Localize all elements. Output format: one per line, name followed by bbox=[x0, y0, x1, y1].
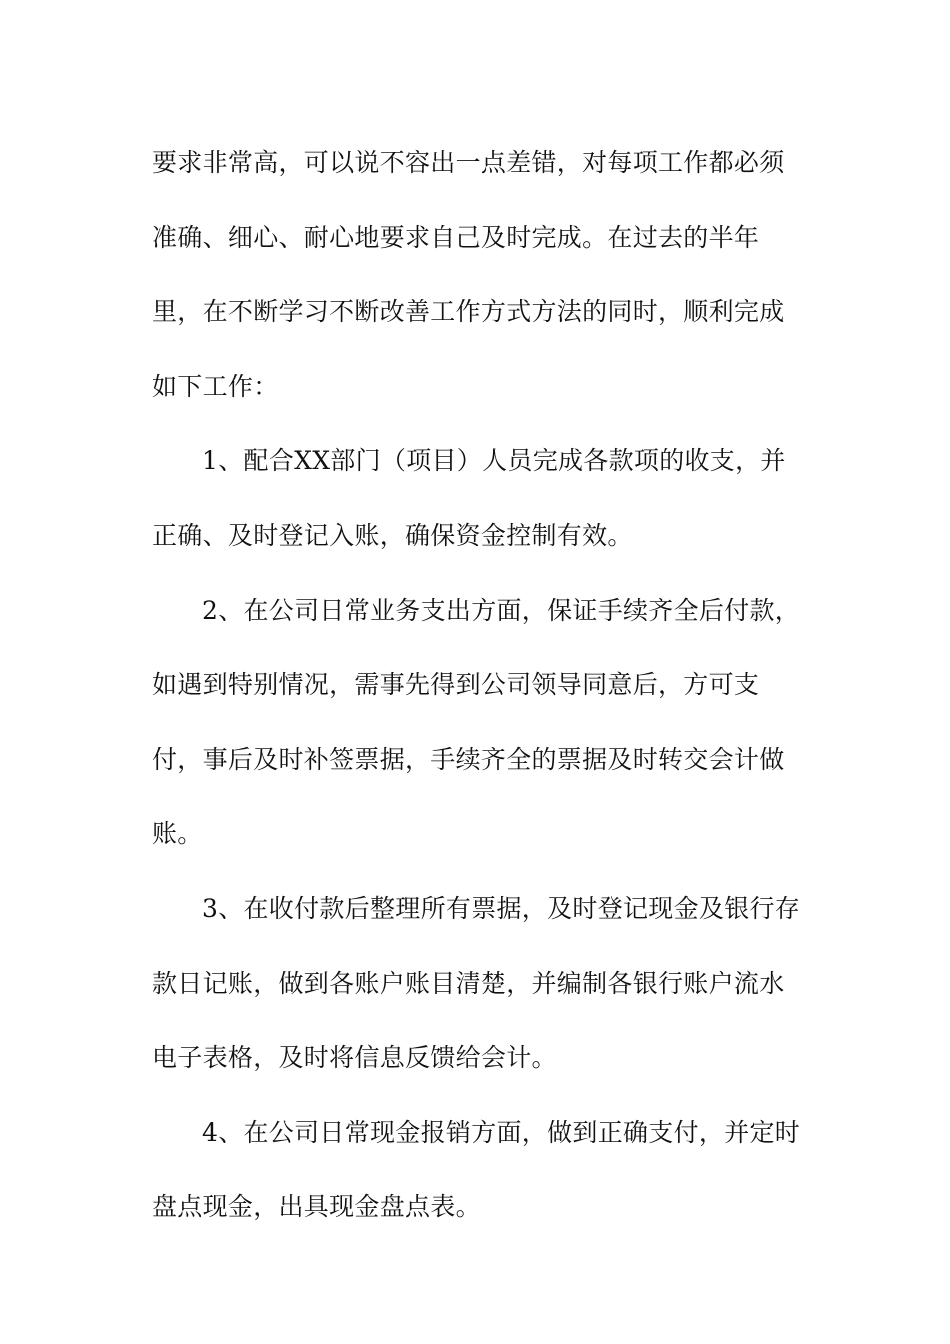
text-line: 准确、细心、耐心地要求自己及时完成。在过去的半年 bbox=[152, 222, 760, 252]
text-line: 如下工作： bbox=[152, 371, 279, 401]
text-line: 盘点现金，出具现金盘点表。 bbox=[152, 1192, 481, 1222]
list-item-4-line: 4、在公司日常现金报销方面，做到正确支付，并定时 bbox=[202, 1117, 801, 1147]
text-line: 如遇到特别情况，需事先得到公司领导同意后，方可支 bbox=[152, 670, 760, 700]
document-body bbox=[152, 126, 812, 1245]
list-item-3-line: 3、在收付款后整理所有票据，及时登记现金及银行存 bbox=[202, 893, 801, 923]
text-line: 付，事后及时补签票据，手续齐全的票据及时转交会计做 bbox=[152, 744, 785, 774]
text-line: 电子表格，及时将信息反馈给会计。 bbox=[152, 1043, 557, 1073]
text-line: 里，在不断学习不断改善工作方式方法的同时，顺利完成 bbox=[152, 297, 785, 327]
list-item-2-line: 2、在公司日常业务支出方面，保证手续齐全后付款， bbox=[202, 595, 801, 625]
list-item-1-line: 1、配合XX部门（项目）人员完成各款项的收支，并 bbox=[202, 446, 786, 476]
text-line: 款日记账，做到各账户账目清楚，并编制各银行账户流水 bbox=[152, 968, 785, 998]
text-line: 账。 bbox=[152, 819, 203, 849]
text-line: 正确、及时登记入账，确保资金控制有效。 bbox=[152, 520, 633, 550]
text-line: 要求非常高，可以说不容出一点差错，对每项工作都必须 bbox=[152, 148, 785, 177]
